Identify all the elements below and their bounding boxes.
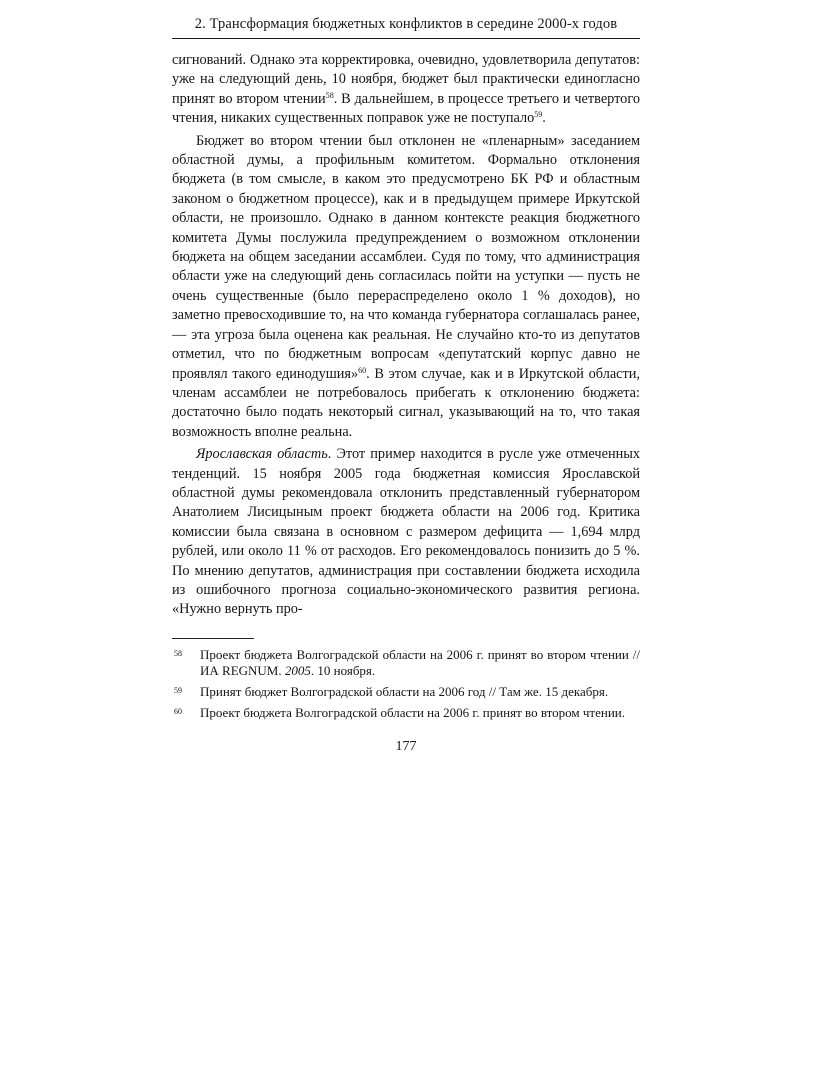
footnote-ref-59[interactable]: 59 [534, 110, 543, 120]
paragraph-1: сигнований. Однако эта корректировка, очевидно, удовлетворила депутатов: уже на следующий день, 10 ноября, бюджет был практически единогласно принят во втором чтении$^{58}$. В дальнейшем, в процессе третьего и четвертого чтения, никаких существенных поправок уже не поступало$^{59}$. [172, 52, 640, 127]
footnote-ref-60[interactable]: 60 [358, 365, 367, 375]
footnote-ref-58[interactable]: 58 [325, 90, 334, 100]
footnote-divider [172, 638, 254, 639]
italic-lead: Ярославская область [196, 446, 328, 463]
body-text [172, 51, 640, 620]
footnote-number: 58 [174, 648, 182, 658]
footnote-59: 59 Принят бюджет Волгоградской области на 2006 год // Там же. 15 декабря. [174, 683, 609, 699]
footnote-number: 59 [174, 685, 182, 695]
footnote-58: 58 Проект бюджета Волгоградской области на 2006 г. принят во втором чтении // ИА REGNUM. 2005. 10 ноября. [174, 646, 640, 679]
paragraph-2: Бюджет во втором чтении был отклонен не «пленарным» заседанием областной думы, а профильным комитетом. Формально отклонения бюджета (в том смысле, в каком это предусмотрено БК РФ и областным законом о бюджетном процессе), как и в предыдущем примере Иркутской области, не произошло. Однако в данном контексте реакция бюджетного комитета Думы послужила предупреждением о возможном отклонении бюджета на общем заседании ассамблеи. Судя по тому, что администрация области уже на следующий день согласилась пойти на уступки — пусть не очень существенные (было перераспределено около 1 % доходов), но заметно превосходившие то, на что команда губернатора соглашалась ранее, — эта угроза была оценена как реальная. Не случайно кто-то из депутатов отметил, что по бюджетным вопросам «депутатский корпус давно не проявлял такого единодушия»$^{60}$. В этом случае, как и в Иркутской области, членам ассамблеи не потребовалось прибегать к отклонению бюджета: достаточно было подать некоторый сигнал, указывающий на то, что такая возможность вполне реальна. [172, 132, 640, 440]
running-head: 2. Трансформация бюджетных конфликтов в середине 2000-х годов [172, 14, 640, 39]
book-page [172, 14, 640, 755]
footnote-number: 60 [174, 706, 182, 716]
footnotes [172, 647, 640, 721]
paragraph-3: Ярославская область. Этот пример находится в русле уже отмеченных тенденций. 15 ноября 2005 года бюджетная комиссия Ярославской областной думы рекомендовала отклонить представленный губернатором Анатолием Лисицыным проект бюджета области на 2006 год. Критика комиссии была связана в основном с размером дефицита — 1,694 млрд рублей, или около 11 % от расходов. Его рекомендовалось понизить до 5 %. По мнению депутатов, администрация при составлении бюджета исходила из ошибочного прогноза социально-экономического развития региона. «Нужно вернуть про- [172, 446, 641, 618]
footnote-60: 60 Проект бюджета Волгоградской области на 2006 г. принят во втором чтении. [174, 704, 626, 720]
page-number: 177 [395, 739, 417, 755]
